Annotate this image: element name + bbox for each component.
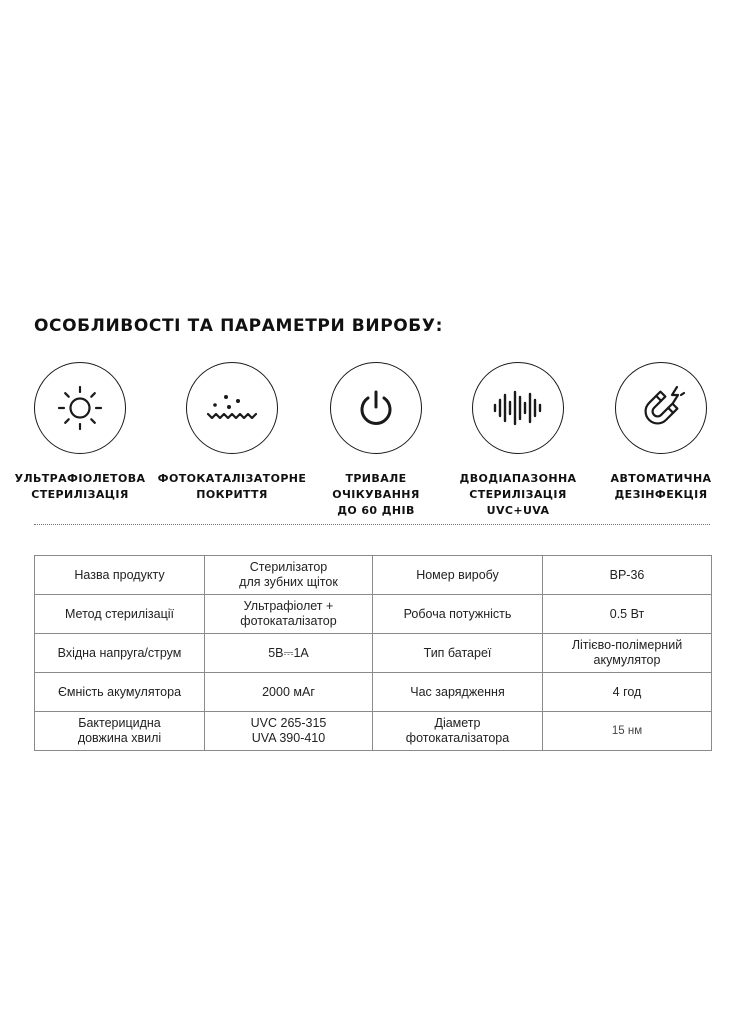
feature-label: ТРИВАЛЕ ОЧІКУВАННЯ ДО 60 ДНІВ [332,472,420,517]
spec-label: Номер виробу [373,556,543,595]
table-row [35,556,712,595]
spec-label: Бактерицидна довжина хвилі [35,712,205,751]
spec-value: 5В⎓1А [205,634,373,673]
spec-label: Діаметр фотокаталізатора [373,712,543,751]
spec-label: Робоча потужність [373,595,543,634]
feature-label: АВТОМАТИЧНА ДЕЗІНФЕКЦІЯ [610,472,712,501]
table-row [35,595,712,634]
spec-value: Ультрафіолет + фотокаталізатор [205,595,373,634]
feature-circle [472,362,564,454]
magnet-icon [635,382,687,434]
spec-value: BP-36 [543,556,712,595]
photocatalyst-wave-icon [202,383,262,433]
feature-circle [34,362,126,454]
spec-label: Час зарядження [373,673,543,712]
spec-label: Тип батареї [373,634,543,673]
table-row [35,712,712,751]
spec-value: 0.5 Вт [543,595,712,634]
feature-auto-disinfection [586,362,736,503]
spec-value: 15 нм [543,712,712,751]
spec-value: 4 год [543,673,712,712]
feature-circle [330,362,422,454]
spec-value: Літієво-полімерний акумулятор [543,634,712,673]
feature-circle [615,362,707,454]
spec-label: Метод стерилізації [35,595,205,634]
power-icon [351,383,401,433]
spec-label: Вхідна напруга/струм [35,634,205,673]
feature-label: ФОТОКАТАЛІЗАТОРНЕ ПОКРИТТЯ [157,472,307,501]
page-title: ОСОБЛИВОСТІ ТА ПАРАМЕТРИ ВИРОБУ: [34,316,443,336]
spec-value: 2000 мАг [205,673,373,712]
feature-label: ДВОДІАПАЗОННА СТЕРИЛІЗАЦІЯ UVC+UVA [459,472,577,517]
spec-value: UVC 265-315 UVA 390-410 [205,712,373,751]
sound-wave-icon [490,383,546,433]
spec-value: Стерилізатор для зубних щіток [205,556,373,595]
spec-label: Назва продукту [35,556,205,595]
feature-uv-sterilization [5,362,155,503]
dotted-divider [34,524,710,525]
table-row [35,673,712,712]
feature-dual-band-sterilization [443,362,593,519]
specs-table [34,555,712,751]
sun-icon [55,383,105,433]
table-row [35,634,712,673]
spec-label: Ємність акумулятора [35,673,205,712]
feature-photocatalyst-coating [157,362,307,503]
feature-label: УЛЬТРАФІОЛЕТОВА СТЕРИЛІЗАЦІЯ [14,472,146,501]
feature-circle [186,362,278,454]
feature-long-standby [301,362,451,519]
